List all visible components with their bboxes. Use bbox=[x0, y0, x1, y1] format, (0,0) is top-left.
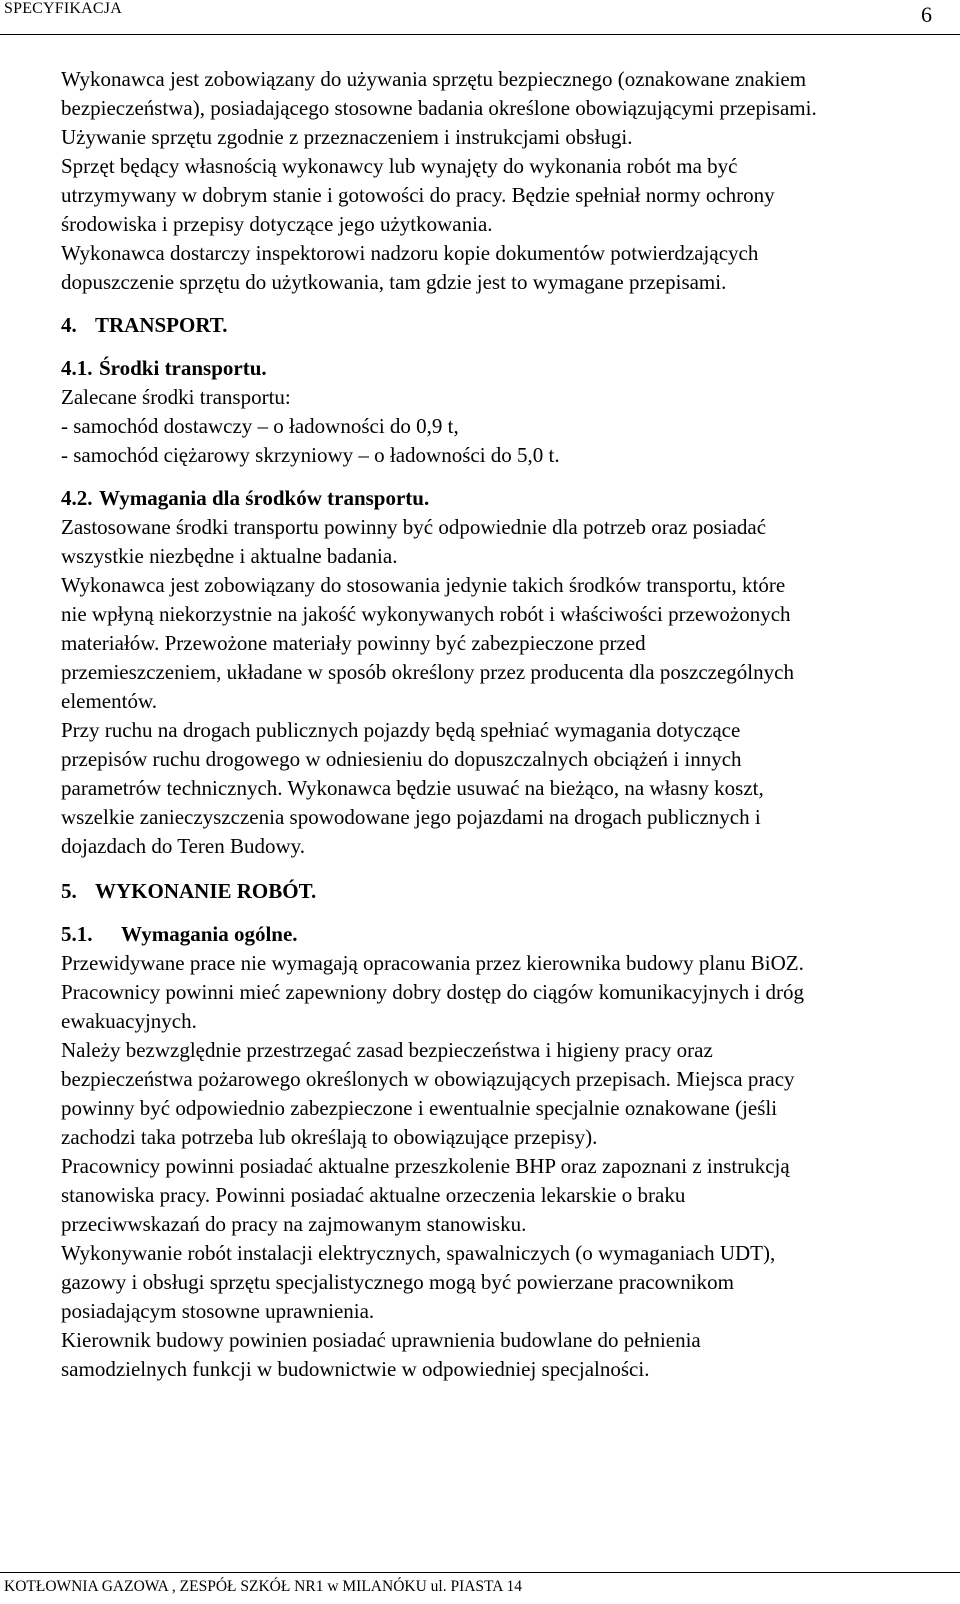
text-line: posiadającym stosowne uprawnienia. bbox=[61, 1299, 375, 1323]
text-line: elementów. bbox=[61, 689, 158, 713]
text-line: Wykonywanie robót instalacji elektrycznych, spawalniczych (o wymaganiach UDT), bbox=[61, 1241, 776, 1265]
text-line: Zalecane środki transportu: bbox=[61, 385, 291, 409]
text-line: Kierownik budowy powinien posiadać uprawnienia budowlane do pełnienia bbox=[61, 1328, 701, 1352]
document-body bbox=[61, 65, 941, 1384]
text-line: przemieszczeniem, układane w sposób określony przez producenta dla poszczególnych bbox=[61, 660, 794, 684]
text-line: Przy ruchu na drogach publicznych pojazdy będą spełniać wymagania dotyczące bbox=[61, 718, 741, 742]
subsection-heading-transport-requirements bbox=[61, 484, 941, 513]
section-number: 4. bbox=[61, 313, 77, 337]
text-line: - samochód ciężarowy skrzyniowy – o ładowności do 5,0 t. bbox=[61, 443, 560, 467]
text-line: - samochód dostawczy – o ładowności do 0,9 t, bbox=[61, 414, 459, 438]
subsection-title: Wymagania dla środków transportu. bbox=[99, 486, 430, 510]
document-type-label: SPECYFIKACJA bbox=[4, 0, 122, 17]
subsection-heading-transport-means bbox=[61, 354, 941, 383]
subsection-title: Wymagania ogólne. bbox=[121, 922, 298, 946]
text-line: dopuszczenie sprzętu do użytkowania, tam gdzie jest to wymagane przepisami. bbox=[61, 270, 727, 294]
section-title: TRANSPORT. bbox=[95, 313, 228, 337]
page-number: 6 bbox=[921, 2, 932, 27]
transport-requirements-section bbox=[61, 513, 941, 861]
text-line: stanowiska pracy. Powinni posiadać aktualne orzeczenia lekarskie o braku bbox=[61, 1183, 686, 1207]
section-heading-transport bbox=[61, 311, 941, 340]
text-line: Wykonawca jest zobowiązany do używania sprzętu bezpiecznego (oznakowane znakiem bbox=[61, 67, 807, 91]
section-title: WYKONANIE ROBÓT. bbox=[95, 879, 317, 903]
text-line: Sprzęt będący własnością wykonawcy lub wynajęty do wykonania robót ma być bbox=[61, 154, 738, 178]
text-line: powinny być odpowiednio zabezpieczone i ewentualnie specjalnie oznakowane (jeśli bbox=[61, 1096, 778, 1120]
subsection-number: 5.1. bbox=[61, 922, 93, 946]
text-line: zachodzi taka potrzeba lub określają to obowiązujące przepisy). bbox=[61, 1125, 598, 1149]
page-header bbox=[0, 0, 960, 40]
text-line: Zastosowane środki transportu powinny być odpowiednie dla potrzeb oraz posiadać bbox=[61, 515, 767, 539]
header-divider bbox=[0, 34, 960, 35]
text-line: Używanie sprzętu zgodnie z przeznaczeniem i instrukcjami obsługi. bbox=[61, 125, 633, 149]
footer-divider bbox=[0, 1572, 960, 1573]
text-line: Pracownicy powinni posiadać aktualne przeszkolenie BHP oraz zapoznani z instrukcją bbox=[61, 1154, 790, 1178]
section-number: 5. bbox=[61, 879, 77, 903]
text-line: wszystkie niezbędne i aktualne badania. bbox=[61, 544, 398, 568]
subsection-number: 4.1. bbox=[61, 356, 93, 380]
text-line: samodzielnych funkcji w budownictwie w odpowiedniej specjalności. bbox=[61, 1357, 650, 1381]
subsection-number: 4.2. bbox=[61, 486, 93, 510]
text-line: nie wpłyną niekorzystnie na jakość wykonywanych robót i właściwości przewożonych bbox=[61, 602, 791, 626]
general-requirements-section bbox=[61, 949, 941, 1384]
page-footer: KOTŁOWNIA GAZOWA , ZESPÓŁ SZKÓŁ NR1 w MILANÓKU ul. PIASTA 14 bbox=[4, 1578, 522, 1595]
text-line: bezpieczeństwa pożarowego określonych w obowiązujących przepisach. Miejsca pracy bbox=[61, 1067, 795, 1091]
text-line: parametrów technicznych. Wykonawca będzie usuwać na bieżąco, na własny koszt, bbox=[61, 776, 764, 800]
text-line: Wykonawca jest zobowiązany do stosowania jedynie takich środków transportu, które bbox=[61, 573, 786, 597]
text-line: środowiska i przepisy dotyczące jego użytkowania. bbox=[61, 212, 493, 236]
text-line: utrzymywany w dobrym stanie i gotowości do pracy. Będzie spełniał normy ochrony bbox=[61, 183, 775, 207]
text-line: ewakuacyjnych. bbox=[61, 1009, 197, 1033]
text-line: Należy bezwzględnie przestrzegać zasad bezpieczeństwa i higieny pracy oraz bbox=[61, 1038, 713, 1062]
text-line: Wykonawca dostarczy inspektorowi nadzoru kopie dokumentów potwierdzających bbox=[61, 241, 759, 265]
text-line: przepisów ruchu drogowego w odniesieniu do dopuszczalnych obciążeń i innych bbox=[61, 747, 742, 771]
text-line: przeciwwskazań do pracy na zajmowanym stanowisku. bbox=[61, 1212, 527, 1236]
text-line: wszelkie zanieczyszczenia spowodowane jego pojazdami na drogach publicznych i bbox=[61, 805, 761, 829]
text-line: bezpieczeństwa), posiadającego stosowne badania określone obowiązującymi przepisami. bbox=[61, 96, 817, 120]
text-line: dojazdach do Teren Budowy. bbox=[61, 834, 306, 858]
equipment-section bbox=[61, 65, 941, 297]
text-line: gazowy i obsługi sprzętu specjalistycznego mogą być powierzane pracownikom bbox=[61, 1270, 734, 1294]
text-line: materiałów. Przewożone materiały powinny być zabezpieczone przed bbox=[61, 631, 646, 655]
subsection-heading-general-requirements bbox=[61, 920, 941, 949]
transport-means-section bbox=[61, 383, 941, 470]
text-line: Przewidywane prace nie wymagają opracowania przez kierownika budowy planu BiOZ. bbox=[61, 951, 804, 975]
text-line: Pracownicy powinni mieć zapewniony dobry dostęp do ciągów komunikacyjnych i dróg bbox=[61, 980, 804, 1004]
subsection-title: Środki transportu. bbox=[99, 356, 267, 380]
section-heading-works-execution bbox=[61, 877, 941, 906]
